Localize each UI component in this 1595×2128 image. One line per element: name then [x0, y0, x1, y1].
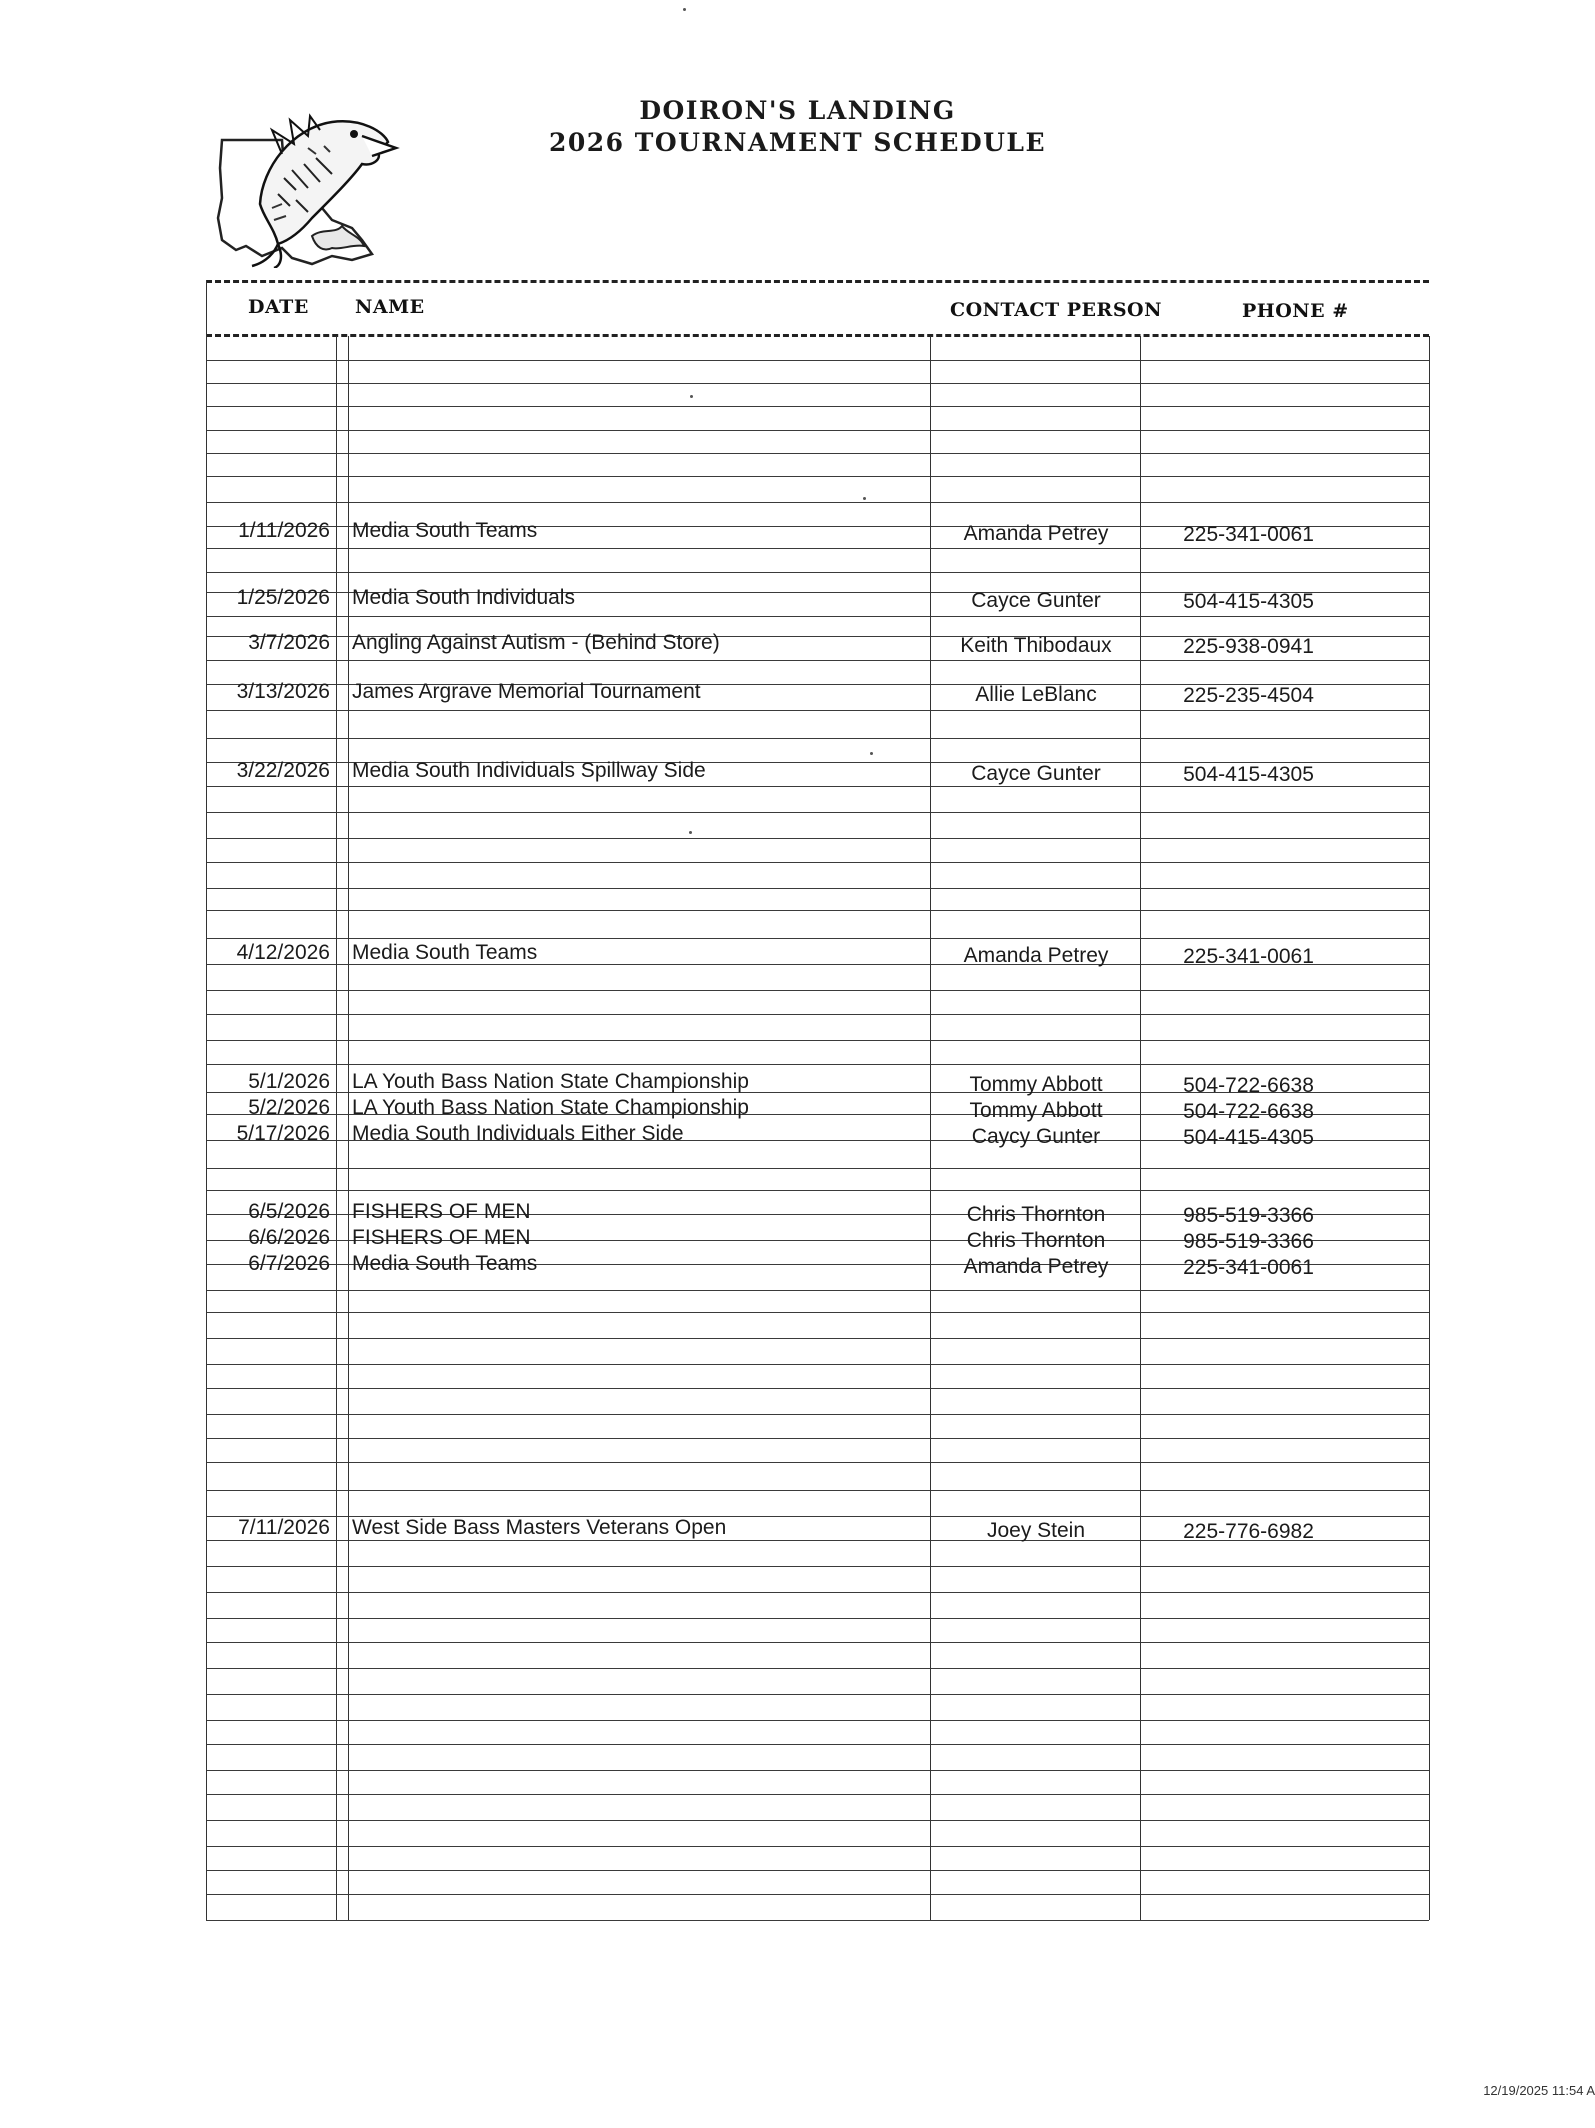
- table-row-rule: [206, 453, 1429, 454]
- name-cell: Media South Teams: [352, 1252, 538, 1275]
- name-cell: Media South Individuals Either Side: [352, 1122, 684, 1145]
- table-row-rule: [206, 1168, 1429, 1169]
- date-cell: 1/25/2026: [236, 586, 330, 609]
- phone-cell: 225-776-6982: [1183, 1520, 1314, 1543]
- phone-cell: 225-235-4504: [1183, 684, 1314, 707]
- date-cell: 3/7/2026: [248, 631, 330, 654]
- table-row: [206, 1226, 1429, 1253]
- phone-cell: 504-722-6638: [1183, 1074, 1314, 1097]
- table-row-rule: [206, 1870, 1429, 1871]
- date-cell: 6/6/2026: [248, 1226, 330, 1249]
- table-row-rule: [206, 616, 1429, 617]
- column-header-name: NAME: [355, 296, 425, 318]
- table-row-rule: [206, 502, 1429, 503]
- table-row-rule: [206, 1720, 1429, 1721]
- contact-person-cell: Chris Thornton: [966, 1203, 1106, 1226]
- phone-cell: 225-341-0061: [1183, 1256, 1314, 1279]
- document-subtitle: 2026 TOURNAMENT SCHEDULE: [548, 128, 1047, 157]
- contact-person-cell: Chris Thornton: [966, 1229, 1106, 1252]
- table-row: [206, 1096, 1429, 1123]
- scan-speck: [870, 752, 873, 755]
- table-row-rule: [206, 572, 1429, 573]
- column-header-contact-person: CONTACT PERSON: [950, 299, 1162, 321]
- table-row-rule: [206, 888, 1429, 889]
- table-row-rule: [206, 1364, 1429, 1365]
- table-row-rule: [206, 1438, 1429, 1439]
- date-cell: 5/1/2026: [248, 1070, 330, 1093]
- table-row-rule: [206, 1388, 1429, 1389]
- scan-speck: [683, 8, 686, 11]
- phone-cell: 225-938-0941: [1183, 635, 1314, 658]
- scan-speck: [690, 395, 693, 398]
- table-row-rule: [206, 1040, 1429, 1041]
- table-row-rule: [206, 1694, 1429, 1695]
- name-cell: LA Youth Bass Nation State Championship: [352, 1070, 749, 1093]
- table-row: [206, 759, 1429, 786]
- name-cell: FISHERS OF MEN: [352, 1200, 531, 1223]
- table-row-rule: [206, 1312, 1429, 1313]
- name-cell: Angling Against Autism - (Behind Store): [352, 631, 720, 654]
- name-cell: Media South Teams: [352, 941, 538, 964]
- table-row-rule: [206, 1290, 1429, 1291]
- table-row-rule: [206, 430, 1429, 431]
- table-row-rule: [206, 1668, 1429, 1669]
- name-cell: Media South Teams: [352, 519, 538, 542]
- contact-person-cell: Amanda Petrey: [963, 944, 1109, 967]
- table-row: [206, 941, 1429, 968]
- contact-person-cell: Keith Thibodaux: [960, 634, 1112, 657]
- date-cell: 4/12/2026: [236, 941, 330, 964]
- contact-person-cell: Amanda Petrey: [963, 1255, 1109, 1278]
- table-row-rule: [206, 476, 1429, 477]
- date-cell: 1/11/2026: [238, 519, 330, 542]
- date-cell: 7/11/2026: [238, 1516, 330, 1539]
- date-cell: 5/2/2026: [248, 1096, 330, 1119]
- contact-person-cell: Cayce Gunter: [971, 589, 1101, 612]
- contact-person-cell: Tommy Abbott: [969, 1099, 1103, 1122]
- table-row-rule: [206, 406, 1429, 407]
- table-row-rule: [206, 360, 1429, 361]
- phone-cell: 504-415-4305: [1183, 590, 1314, 613]
- table-row-rule: [206, 1414, 1429, 1415]
- phone-cell: 985-519-3366: [1183, 1230, 1314, 1253]
- date-cell: 5/17/2026: [236, 1122, 330, 1145]
- phone-cell: 985-519-3366: [1183, 1204, 1314, 1227]
- table-row-rule: [206, 1920, 1429, 1921]
- table-row-rule: [206, 548, 1429, 549]
- contact-person-cell: Caycy Gunter: [971, 1125, 1101, 1148]
- name-cell: Media South Individuals Spillway Side: [352, 759, 706, 782]
- name-cell: LA Youth Bass Nation State Championship: [352, 1096, 749, 1119]
- date-cell: 6/5/2026: [248, 1200, 330, 1223]
- table-row-rule: [206, 1618, 1429, 1619]
- date-cell: 3/13/2026: [236, 680, 330, 703]
- table-row-rule: [206, 1014, 1429, 1015]
- column-header-phone: PHONE #: [1242, 300, 1349, 322]
- table-row-rule: [206, 812, 1429, 813]
- column-header-date: DATE: [248, 296, 309, 318]
- name-cell: West Side Bass Masters Veterans Open: [352, 1516, 727, 1539]
- contact-person-cell: Allie LeBlanc: [975, 683, 1097, 706]
- table-row-rule: [206, 1490, 1429, 1491]
- table-row-rule: [206, 910, 1429, 911]
- table-row-rule: [206, 1820, 1429, 1821]
- table-column-divider: [1429, 336, 1430, 1920]
- table-row-rule: [206, 1592, 1429, 1593]
- phone-cell: 504-722-6638: [1183, 1100, 1314, 1123]
- table-row-rule: [206, 1894, 1429, 1895]
- table-row: [206, 1070, 1429, 1097]
- scan-speck: [863, 497, 866, 500]
- table-header-left-border: [206, 280, 207, 336]
- table-row-rule: [206, 1190, 1429, 1191]
- table-row-rule: [206, 1770, 1429, 1771]
- scan-timestamp: 12/19/2025 11:54 A: [1483, 2083, 1595, 2098]
- document-title: DOIRON'S LANDING: [639, 96, 956, 125]
- table-row-rule: [206, 660, 1429, 661]
- table-row-rule: [206, 738, 1429, 739]
- table-row: [206, 631, 1429, 658]
- table-row-rule: [206, 383, 1429, 384]
- date-cell: 6/7/2026: [248, 1252, 330, 1275]
- table-row-rule: [206, 938, 1429, 939]
- contact-person-cell: Tommy Abbott: [969, 1073, 1103, 1096]
- table-row-rule: [206, 1744, 1429, 1745]
- table-row-rule: [206, 1064, 1429, 1065]
- table-row: [206, 1122, 1429, 1149]
- phone-cell: 504-415-4305: [1183, 1126, 1314, 1149]
- table-row: [206, 1516, 1429, 1543]
- scan-speck: [689, 831, 692, 834]
- table-header-bottom-border: [206, 334, 1429, 337]
- table-row-rule: [206, 990, 1429, 991]
- table-row: [206, 1200, 1429, 1227]
- table-row-rule: [206, 1338, 1429, 1339]
- table-top-border: [206, 280, 1429, 283]
- table-row-rule: [206, 1846, 1429, 1847]
- table-row-rule: [206, 1566, 1429, 1567]
- table-row: [206, 680, 1429, 707]
- date-cell: 3/22/2026: [236, 759, 330, 782]
- name-cell: FISHERS OF MEN: [352, 1226, 531, 1249]
- contact-person-cell: Amanda Petrey: [963, 522, 1109, 545]
- name-cell: James Argrave Memorial Tournament: [352, 680, 701, 703]
- contact-person-cell: Cayce Gunter: [971, 762, 1101, 785]
- bass-fish-louisiana-logo-icon: [212, 108, 402, 268]
- table-row-rule: [206, 862, 1429, 863]
- table-row-rule: [206, 1462, 1429, 1463]
- table-row: [206, 1252, 1429, 1279]
- phone-cell: 225-341-0061: [1183, 523, 1314, 546]
- contact-person-cell: Joey Stein: [986, 1519, 1086, 1542]
- phone-cell: 504-415-4305: [1183, 763, 1314, 786]
- table-row-rule: [206, 1794, 1429, 1795]
- table-row-rule: [206, 710, 1429, 711]
- table-row: [206, 519, 1429, 546]
- table-row: [206, 586, 1429, 613]
- table-row-rule: [206, 838, 1429, 839]
- phone-cell: 225-341-0061: [1183, 945, 1314, 968]
- table-row-rule: [206, 1642, 1429, 1643]
- name-cell: Media South Individuals: [352, 586, 575, 609]
